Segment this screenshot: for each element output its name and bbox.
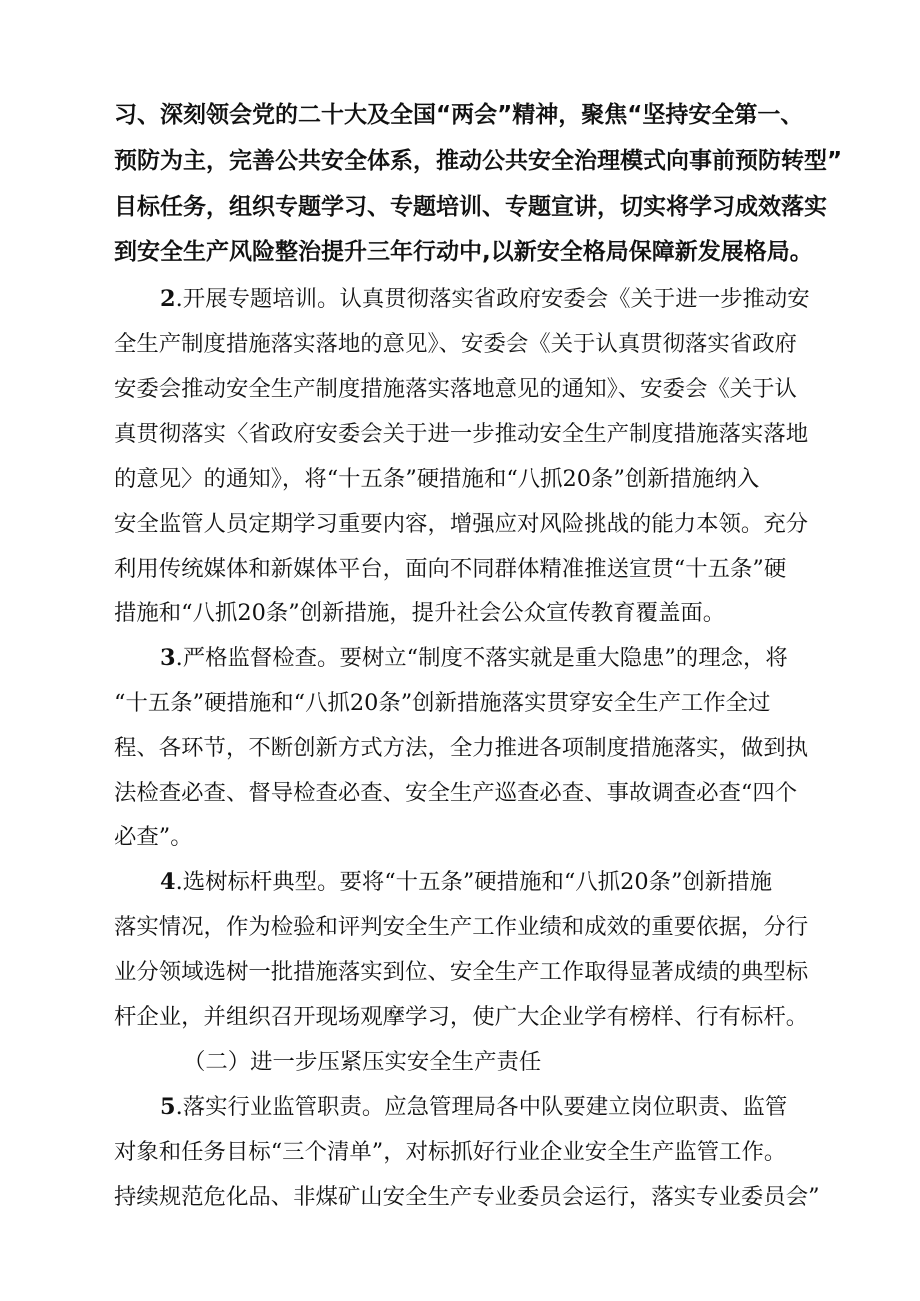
item5-text-1: .落实行业监管职责。应急管理局各中队要建立岗位职责、监管: [175, 1094, 788, 1120]
item3-line-2: “十五条”硬措施和“八抓20条”创新措施落实贯穿安全生产工作全过: [114, 690, 771, 716]
item3-line-1: [160, 641, 860, 675]
item3-line-4: 法检查必查、督导检查必查、安全生产巡查必查、事故调查必查“四个: [114, 780, 798, 806]
item4-line-4: 杆企业，并组织召开现场观摩学习，使广大企业学有榜样、行有标杆。: [114, 1004, 809, 1030]
item2-text-1: .开展专题培训。认真贯彻落实省政府安委会《关于进一步推动安: [175, 286, 810, 312]
item2-line-7: 利用传统媒体和新媒体平台，面向不同群体精准推送宣贯“十五条”硬: [114, 556, 787, 582]
item4-text-1: .选树标杆典型。要将“十五条”硬措施和“八抓20条”创新措施: [175, 869, 772, 895]
item3-number: 3: [160, 645, 176, 671]
intro-line-1: 习、深刻领会党的二十大及全国“两会”精神，聚焦“坚持安全第一、: [114, 102, 804, 128]
item5-number: 5: [160, 1094, 176, 1120]
item2-line-4: 真贯彻落实〈省政府安委会关于进一步推动安全生产制度措施落实落地: [114, 421, 809, 447]
item2-line-6: 安全监管人员定期学习重要内容，增强应对风险挑战的能力本领。充分: [114, 511, 809, 537]
item2-line-2: 全生产制度措施落实落地的意见》、安委会《关于认真贯彻落实省政府: [114, 331, 797, 357]
item4-number: 4: [160, 869, 176, 895]
item4-line-3: 业分领域选树一批措施落实到位、安全生产工作取得显著成绩的典型标: [114, 959, 809, 985]
intro-line-4: 到安全生产风险整治提升三年行动中,以新安全格局保障新发展格局。: [114, 239, 813, 265]
item2-line-8: 措施和“八抓20条”创新措施，提升社会公众宣传教育覆盖面。: [114, 600, 726, 626]
item3-line-3: 程、各环节，不断创新方式方法，全力推进各项制度措施落实，做到执: [114, 735, 809, 761]
item4-line-2: 落实情况，作为检验和评判安全生产工作业绩和成效的重要依据，分行: [114, 914, 809, 940]
item2-line-1: [160, 282, 860, 316]
item5-line-1: [160, 1090, 860, 1124]
item4-line-1: [160, 865, 860, 899]
item5-line-3: 持续规范危化品、非煤矿山安全生产专业委员会运行，落实专业委员会”: [114, 1184, 820, 1210]
intro-line-3: 目标任务，组织专题学习、专题培训、专题宣讲，切实将学习成效落实: [114, 194, 827, 220]
section2-heading: （二）进一步压紧压实安全生产责任: [183, 1049, 542, 1075]
item5-line-2: 对象和任务目标“三个清单”，对标抓好行业企业安全生产监管工作。: [114, 1139, 787, 1165]
item3-line-5: 必查”。: [114, 824, 193, 850]
item2-line-5: 的意见〉的通知》，将“十五条”硬措施和“八抓20条”创新措施纳入: [114, 466, 760, 492]
item3-text-1: .严格监督检查。要树立“制度不落实就是重大隐患”的理念，将: [175, 645, 788, 671]
intro-line-2: 预防为主，完善公共安全体系，推动公共安全治理模式向事前预防转型”: [114, 148, 843, 174]
item2-line-3: 安委会推动安全生产制度措施落实落地意见的通知》、安委会《关于认: [114, 376, 797, 402]
item2-number: 2: [160, 286, 176, 312]
